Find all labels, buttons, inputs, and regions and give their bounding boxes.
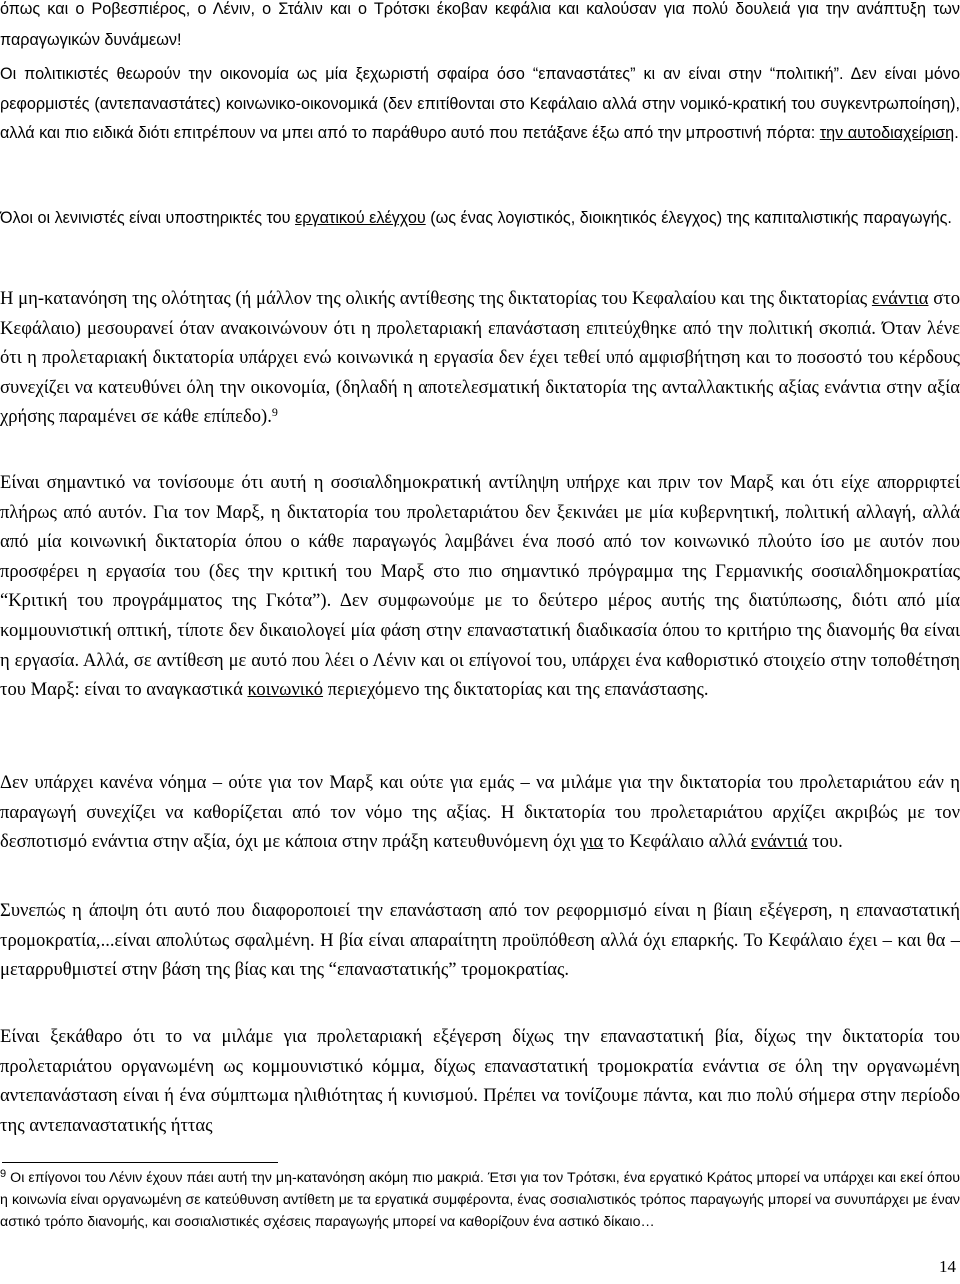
- paragraph-1: [0, 0, 960, 55]
- paragraph-6: [0, 768, 960, 857]
- paragraph-6-text-b: το Κεφάλαιο αλλά: [603, 831, 751, 853]
- self-management-link[interactable]: την αυτοδιαχείριση: [819, 124, 955, 143]
- footnote-separator: [2, 1162, 278, 1163]
- paragraph-3: [0, 204, 960, 234]
- paragraph-3-text-b: (ως ένας λογιστικός, διοικητικός έλεγχος) της καπιταλιστικής παραγωγής.: [425, 209, 952, 227]
- page-number: 14: [939, 1257, 956, 1276]
- paragraph-8: [0, 1022, 960, 1140]
- paragraph-1-text: όπως και ο Ροβεσπιέρος, ο Λένιν, ο Στάλιν και ο Τρότσκι έκοβαν κεφάλια και καλούσαν για πολύ δουλειά για την ανάπτυξη των παραγωγικών δυνάμεων!: [0, 0, 960, 49]
- paragraph-4-text-a: Η μη-κατανόηση της ολότητας (ή μάλλον της ολικής αντίθεσης της δικτατορίας του Κεφαλαίου και της δικτατορίας: [0, 288, 872, 309]
- against-it-underlined: ενάντιά: [750, 831, 808, 853]
- paragraph-5-text-a: Είναι σημαντικό να τονίσουμε ότι αυτή η σοσιαλδημοκρατική αντίληψη υπήρχε και πριν τον Μαρξ και ότι είχε απορριφτεί πλήρως από αυτόν. Για τον Μαρξ, η δικτατορία του προλεταριάτου δεν ξεκινάει με μία κυβερνητική, πολιτική αλλαγή, αλλά από μία κοινωνική δικτατορία όπου ο κάθε παραγωγός λαμβάνει ένα ποσό από τον κοινωνικό πλούτο ίσο με αυτόν που προσφέρει η εργασία του (δες την κριτική του Μαρξ στο πιο σημαντικό πρόγραμμα της Γερμανικής σοσιαλδημοκρατίας “Κριτική του προγράμματος της Γκότα”). Δεν συμφωνούμε με το δεύτερο μέρος αυτής της διατύπωσης, διότι από μία κομμουνιστική οπτική, τίποτε δεν δικαιολογεί μία φάση στην επαναστατική διαδικασία όπου το κριτήριο της διανομής θα είναι η εργασία. Αλλά, σε αντίθεση με αυτό που λέει ο Λένιν και οι επίγονοί του, υπάρχει ένα καθοριστικό στοιχείο στην τοποθέτηση του Μαρξ: είναι το αναγκαστικά: [0, 472, 960, 701]
- footnote-number: 9: [0, 1168, 7, 1180]
- paragraph-2-text-c: .: [954, 124, 959, 143]
- paragraph-7-text: Συνεπώς η άποψη ότι αυτό που διαφοροποιεί την επανάσταση από τον ρεφορμισμό είναι η βίαιη εξέγερση, η επαναστατική τρομοκρατία,...είναι απολύτως σφαλμένη. Η βία είναι απαραίτητη προϋπόθεση αλλά όχι επαρκής. Το Κεφάλαιο έχει – και θα – μεταρρυθμιστεί στην βάση της βίας και της “επαναστατικής” τρομοκρατίας.: [0, 900, 960, 981]
- workers-control-underlined: εργατικού ελέγχου: [295, 209, 426, 227]
- paragraph-4-text-b: στο Κεφάλαιο) μεσουρανεί όταν ανακοινώνουν ότι η προλεταριακή επανάσταση επιτεύχθηκε από την πολιτική σκοπιά. Όταν λένε ότι η προλεταριακή δικτατορία υπάρχει ενώ κοινωνικά η εργασία δεν έχει τεθεί υπό αμφισβήτηση και το ποσοστό του κέρδους συνεχίζει να κατευθύνει όλη την οικονομία, (δηλαδή η αποτελεσματική δικτατορία της ανταλλακτικής αξίας ενάντια στην αξία χρήσης παραμένει σε κάθε επίπεδο).: [0, 288, 960, 428]
- footnote: [0, 1167, 960, 1234]
- paragraph-2: [0, 60, 960, 149]
- paragraph-3-text-a: Όλοι οι λενινιστές είναι υποστηρικτές του: [0, 209, 296, 227]
- social-underlined: κοινωνικό: [247, 679, 324, 701]
- paragraph-6-text-a: Δεν υπάρχει κανένα νόημα – ούτε για τον Μαρξ και ούτε για εμάς – να μιλάμε για την δικτατορία του προλεταριάτου εάν η παραγωγή συνεχίζει να καθορίζεται από τον νόμο της αξίας. Η δικτατορία του προλεταριάτου αρχίζει ακριβώς με τον δεσποτισμό ενάντια στην αξία, όχι με κάποια στην πράξη κατευθυνόμενη: [0, 772, 960, 853]
- paragraph-2-text-a: Οι πολιτικιστές θεωρούν την οικονομία ως μία ξεχωριστή σφαίρα όσο “επαναστάτες” κι αν είναι στην “πολιτική”.: [0, 65, 851, 83]
- paragraph-5: [0, 468, 960, 705]
- footnote-ref-9[interactable]: 9: [271, 405, 278, 420]
- for-underlined: για: [580, 831, 604, 853]
- paragraph-7: [0, 896, 960, 985]
- paragraph-4: [0, 284, 960, 432]
- against-underlined: ενάντια: [871, 288, 929, 309]
- paragraph-2-text-b: Δεν είναι μόνο ρεφορμιστές (αντεπαναστάτες) κοινωνικο-οικονομικά (δεν επιτίθονται στο Κεφάλαιο αλλά στην νομικό-κρατική του συγκεντρωποίηση), αλλά και πιο ειδικά διότι επιτρέπουν να μπει από το παράθυρο αυτό που πετάξανε έξω από την μπροστινή πόρτα:: [0, 65, 960, 143]
- paragraph-6-text-not: όχι: [553, 831, 581, 853]
- paragraph-8-text: Είναι ξεκάθαρο ότι το να μιλάμε για προλεταριακή εξέγερση δίχως την επαναστατική βία, δίχως την δικτατορία του προλεταριάτου οργανωμένη ως κομμουνιστικό κόμμα, δίχως επαναστατική τρομοκρατία ενάντια σε όλη την οργανωμένη αντεπανάσταση είναι ή ένα σύμπτωμα ηλιθιότητας ή κυνισμού. Πρέπει να τονίζουμε πάντα, και πιο πολύ σήμερα στην περίοδο της αντεπαναστατικής ήττας: [0, 1026, 960, 1136]
- paragraph-6-text-c: του.: [807, 831, 843, 853]
- footnote-text: Οι επίγονοι του Λένιν έχουν πάει αυτή την μη-κατανόηση ακόμη πιο μακριά. Έτσι για τον Τρότσκι, ένα εργατικό Κράτος μπορεί να υπάρχει και εκεί όπου η κοινωνία είναι οργανωμένη σε κατεύθυνση αντίθετη με τα εργατικά συμφέροντα, ένας σοσιαλιστικός τρόπος παραγωγής μπορεί να συνυπάρχει με έναν αστικό τρόπο διανομής, και σοσιαλιστικές σχέσεις παραγωγής μπορεί να καθορίζουν ένα αστικό δίκαιο…: [0, 1170, 960, 1231]
- paragraph-5-text-b: περιεχόμενο της δικτατορίας και της επανάστασης.: [323, 679, 709, 701]
